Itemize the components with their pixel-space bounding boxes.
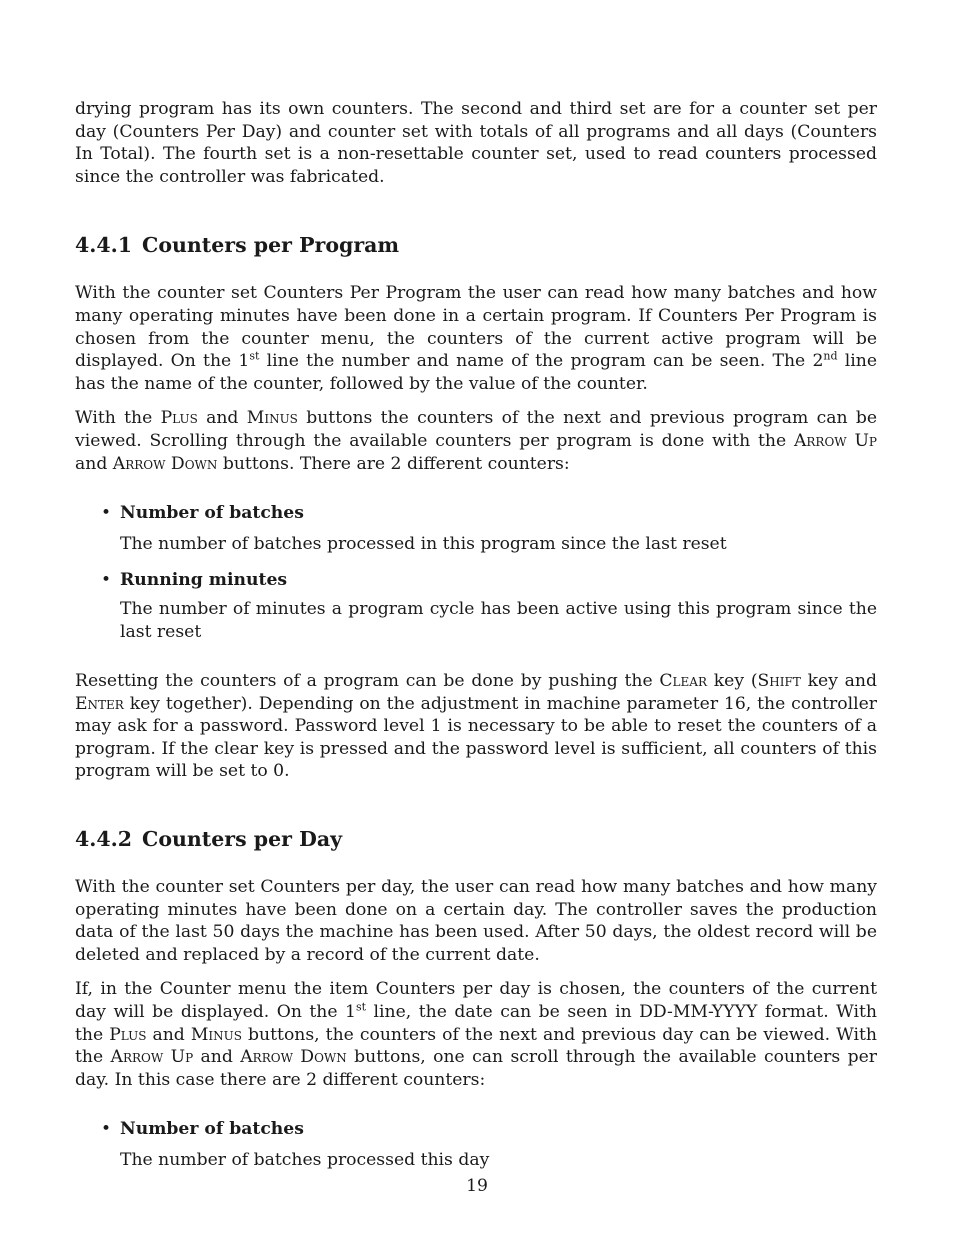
list-item-title: Number of batches — [120, 503, 304, 524]
list-item — [101, 1118, 877, 1171]
section-number: 4.4.2 — [75, 827, 133, 852]
document-page — [75, 98, 877, 1172]
key-plus: Plus — [160, 408, 198, 429]
superscript: st — [249, 349, 260, 363]
section-title: Counters per Day — [142, 827, 343, 852]
superscript: nd — [823, 349, 838, 363]
key-plus: Plus — [109, 1024, 147, 1045]
intro-paragraph: drying program has its own counters. The second and third set are for a counter set per day (Counters Per Day) and counter set with totals of all programs and all days (Counters In Total). The fourth set is a non-resettable counter set, used to read counters processed since the controller was fabricated. — [75, 99, 877, 187]
section-442-paragraph-2: If, in the Counter menu the item Counters per day is chosen, the counters of the current day will be displayed. On the 1st line, the date can be seen in DD-MM-YYYY format. With the Plus and Minus buttons, the counters of the next and previous day can be viewed. With the Arrow Up and Arrow Down buttons, one can scroll through the available counters per day. In this case there are 2 different counters: — [75, 979, 877, 1090]
counter-list-day — [75, 1118, 877, 1171]
bullet-icon: • — [101, 570, 112, 591]
key-arrow-up: Arrow Up — [110, 1047, 194, 1068]
key-arrow-down: Arrow Down — [240, 1047, 347, 1068]
section-442-paragraph-1: With the counter set Counters per day, the user can read how many batches and how many operating minutes have been done on a certain day. The controller saves the production data of the last 50 days the machine has been used. After 50 days, the oldest record will be deleted and replaced by a record of the current date. — [75, 877, 877, 965]
key-minus: Minus — [246, 408, 298, 429]
section-441-paragraph-1: With the counter set Counters Per Program the user can read how many batches and how many operating minutes have been done in a certain program. If Counters Per Program is chosen from the counter menu, the counters of the current active program will be displayed. On the 1st line the number and name of the program can be seen. The 2nd line has the name of the counter, followed by the value of the counter. — [75, 283, 878, 394]
bullet-icon: • — [101, 1119, 112, 1140]
section-441-paragraph-3: Resetting the counters of a program can be done by pushing the Clear key (Shift key and Enter key together). Depending on the adjustment in machine parameter 16, the controller may ask for a password. Password level 1 is necessary to be able to reset the counters of a program. If the clear key is pressed and the password level is sufficient, all counters of this program will be set to 0. — [75, 671, 877, 782]
bullet-icon: • — [101, 503, 112, 524]
page-number: 19 — [466, 1176, 488, 1196]
superscript: st — [355, 1000, 367, 1014]
section-number: 4.4.1 — [75, 233, 133, 258]
list-item-title: Running minutes — [120, 570, 288, 591]
key-clear: Clear — [659, 671, 707, 692]
list-item-description: The number of minutes a program cycle has been active using this program since the last reset — [120, 598, 877, 642]
list-item-title: Number of batches — [120, 1119, 304, 1140]
section-title: Counters per Program — [142, 233, 400, 258]
list-item-description: The number of batches processed this day — [120, 1150, 490, 1170]
section-heading-4-4-1 — [75, 232, 877, 258]
list-item — [101, 502, 877, 555]
key-minus: Minus — [190, 1024, 243, 1045]
key-shift: Shift — [757, 671, 801, 692]
counter-list-program — [75, 502, 877, 643]
section-heading-4-4-2 — [75, 826, 877, 852]
key-arrow-down: Arrow Down — [112, 453, 218, 474]
section-441-paragraph-2: With the Plus and Minus buttons the counters of the next and previous program can be viewed. Scrolling through the available counters per program is done with the Arrow Up and Arrow Down buttons. There are 2 different counters: — [75, 408, 877, 474]
list-item-description: The number of batches processed in this program since the last reset — [120, 533, 727, 554]
list-item — [101, 569, 877, 643]
key-arrow-up: Arrow Up — [793, 430, 877, 451]
key-enter: Enter — [75, 693, 124, 714]
